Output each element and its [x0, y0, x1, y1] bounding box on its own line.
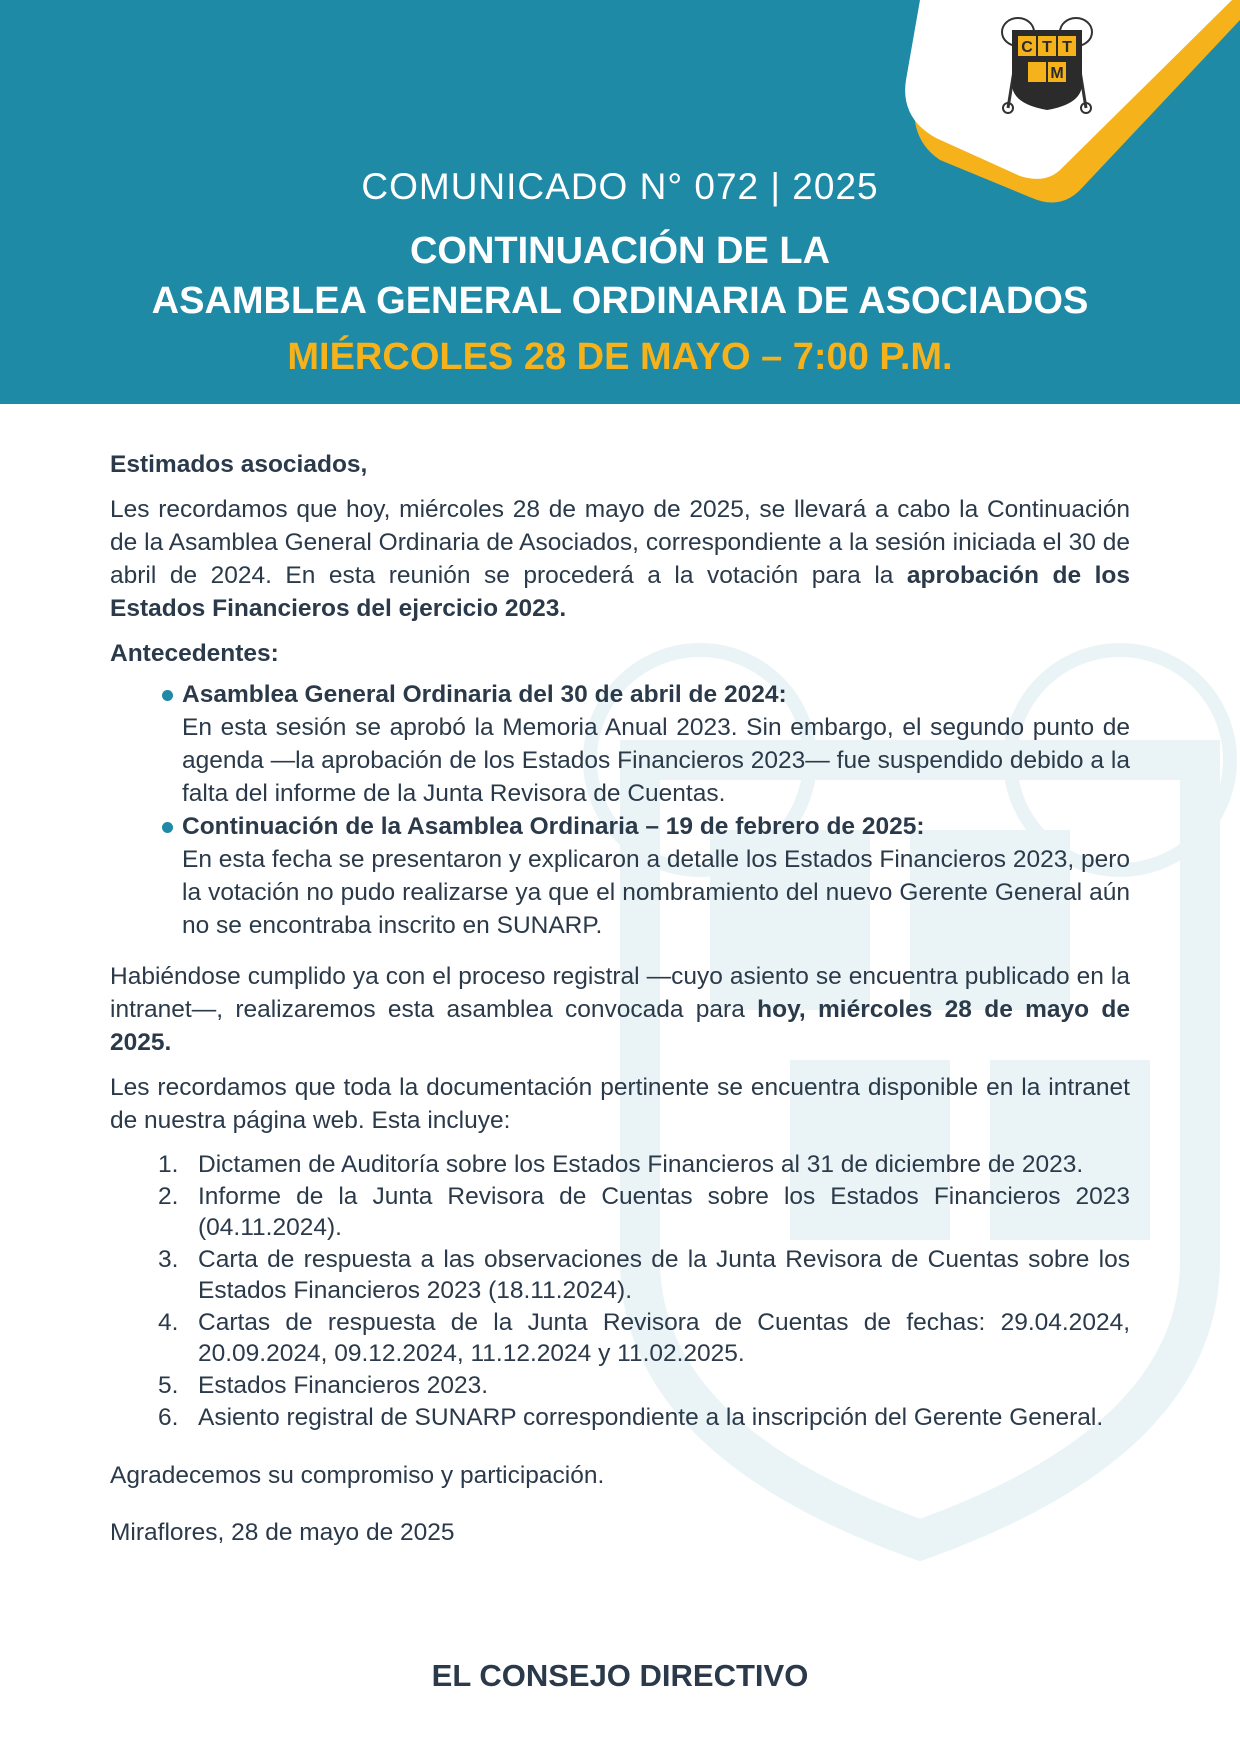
intro-text: Les recordamos que hoy, miércoles 28 de mayo de 2025, se llevará a cabo la Continuación de la Asamblea General Ordinaria de Asociados, correspondiente a la sesión iniciada el 30 de abril de 2024. En esta reunión se procederá a la votación para la [110, 496, 1130, 589]
antecedentes-heading: Antecedentes: [110, 640, 279, 667]
letter-body [110, 448, 1130, 1579]
event-date-time: MIÉRCOLES 28 DE MAYO – 7:00 P.M. [287, 336, 953, 378]
antecedente-heading: Continuación de la Asamblea Ordinaria – 19 de febrero de 2025: [182, 813, 925, 840]
item-number: 5. [158, 1372, 179, 1399]
intro-paragraph [110, 493, 1130, 625]
list-item [158, 1244, 1130, 1306]
documents-list [110, 1149, 1130, 1433]
list-item [162, 678, 1130, 810]
closing-line: Agradecemos su compromiso y participación. [110, 1462, 605, 1489]
item-text: Asiento registral de SUNARP correspondiente a la inscripción del Gerente General. [198, 1404, 1104, 1431]
signature: EL CONSEJO DIRECTIVO [431, 1658, 809, 1693]
docs-intro-paragraph: Les recordamos que toda la documentación pertinente se encuentra disponible en la intranet de nuestra página web. Esta incluye: [110, 1074, 1130, 1134]
list-item [158, 1181, 1130, 1243]
cttm-crest-logo [996, 14, 1098, 116]
logo-letter: T [1062, 39, 1072, 56]
bullet-dot-icon [162, 822, 173, 833]
title-line-1: CONTINUACIÓN DE LA [409, 230, 831, 272]
item-number: 2. [158, 1183, 179, 1210]
greeting: Estimados asociados, [110, 451, 368, 478]
comunicado-number: COMUNICADO N° 072 | 2025 [361, 166, 879, 207]
logo-letter: T [1042, 39, 1052, 56]
item-text: Dictamen de Auditoría sobre los Estados Financieros al 31 de diciembre de 2023. [198, 1151, 1084, 1178]
item-text: Cartas de respuesta de la Junta Revisora de Cuentas de fechas: 29.04.2024, 20.09.2024, 09.12.2024, 11.12.2024 y 11.02.2025. [198, 1309, 1130, 1367]
antecedente-text: En esta fecha se presentaron y explicaron a detalle los Estados Financieros 2023, pero la votación no pudo realizarse ya que el nombramiento del nuevo Gerente General aún no se encontraba inscrito en SUNARP. [182, 846, 1130, 939]
item-number: 6. [158, 1404, 179, 1431]
intro-bold-text: aprobación de los Estados Financieros del ejercicio 2023. [110, 562, 1130, 622]
registral-bold-text: hoy, miércoles 28 de mayo de 2025. [110, 996, 1131, 1056]
item-text: Carta de respuesta a las observaciones de la Junta Revisora de Cuentas sobre los Estados Financieros 2023 (18.11.2024). [198, 1246, 1130, 1304]
item-number: 4. [158, 1309, 179, 1336]
header-banner [0, 0, 1240, 404]
registral-paragraph [110, 960, 1130, 1059]
item-number: 1. [158, 1151, 179, 1178]
bullet-dot-icon [162, 690, 173, 701]
list-item [158, 1370, 1130, 1401]
title-line-2: ASAMBLEA GENERAL ORDINARIA DE ASOCIADOS [151, 280, 1089, 322]
antecedente-text: En esta sesión se aprobó la Memoria Anual 2023. Sin embargo, el segundo punto de agenda —la aprobación de los Estados Financieros 2023— fue suspendido debido a la falta del informe de la Junta Revisora de Cuentas. [182, 714, 1130, 807]
list-item [158, 1402, 1130, 1433]
list-item [162, 810, 1130, 942]
item-text: Informe de la Junta Revisora de Cuentas sobre los Estados Financieros 2023 (04.11.2024). [198, 1183, 1130, 1241]
antecedentes-list [110, 678, 1130, 942]
logo-letter: C [1021, 39, 1033, 56]
antecedente-heading: Asamblea General Ordinaria del 30 de abril de 2024: [182, 681, 787, 708]
logo-letter: M [1050, 65, 1064, 82]
list-item [158, 1149, 1130, 1180]
registral-text: Habiéndose cumplido ya con el proceso registral —cuyo asiento se encuentra publicado en la intranet—, realizaremos esta asamblea convocada para [110, 963, 1130, 1023]
list-item [158, 1307, 1130, 1369]
item-number: 3. [158, 1246, 179, 1273]
place-date: Miraflores, 28 de mayo de 2025 [110, 1519, 455, 1546]
item-text: Estados Financieros 2023. [198, 1372, 489, 1399]
